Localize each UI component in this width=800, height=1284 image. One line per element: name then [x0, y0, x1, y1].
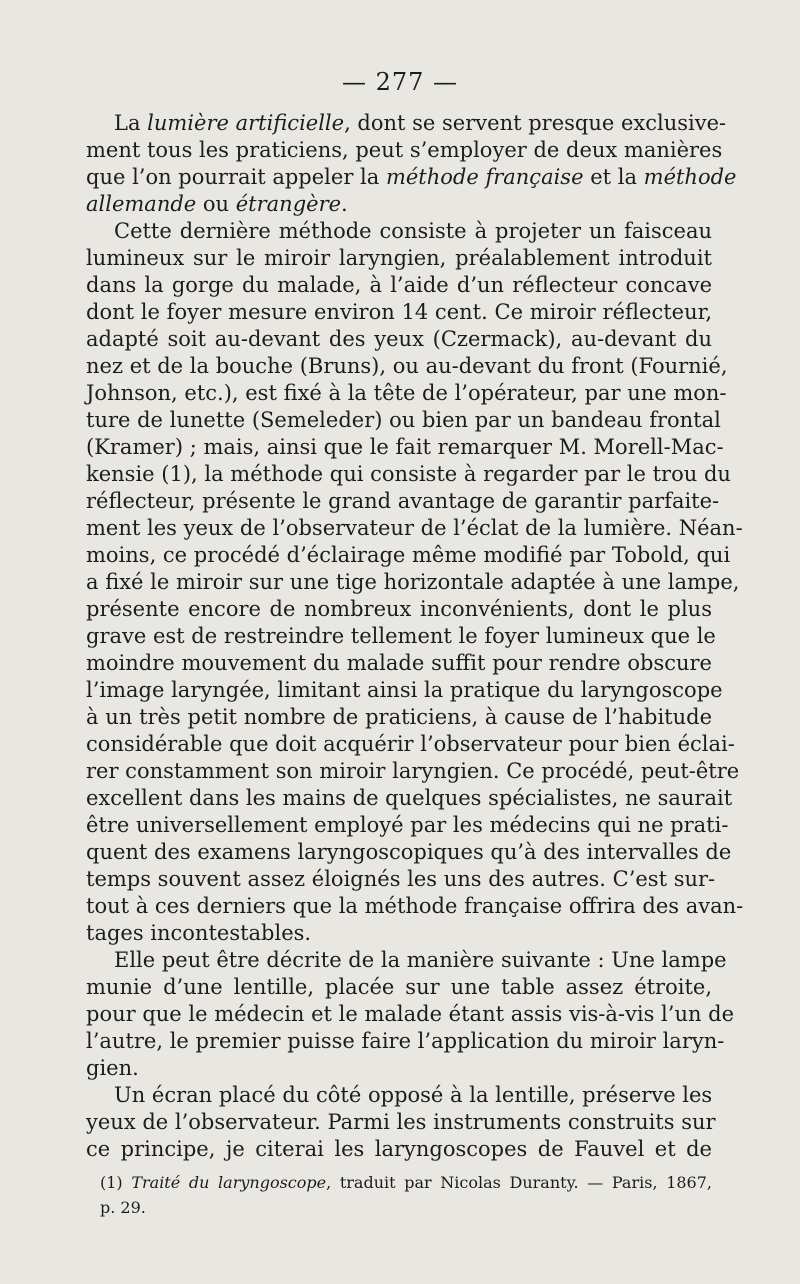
text-line: yeux de l’observateur. Parmi les instruments construits sur	[86, 1110, 716, 1134]
text-line: lumineux sur le miroir laryngien, préalablement introduit	[86, 246, 712, 270]
text-line: pour que le médecin et le malade étant assis vis-à-vis l’un de	[86, 1002, 735, 1026]
text-line: dont le foyer mesure environ 14 cent. Ce miroir réflecteur,	[86, 300, 712, 324]
text-line: Elle peut être décrite de la manière suivante : Une lampe	[114, 948, 727, 972]
footnote-text: , traduit par Nicolas Duranty. — Paris, 1867,	[326, 1173, 712, 1192]
text-line: allemande ou étrangère.	[86, 192, 348, 216]
text-line: grave est de restreindre tellement le foyer lumineux que le	[86, 624, 716, 648]
italic-term: lumière artificielle	[147, 111, 345, 135]
text-line: rer constamment son miroir laryngien. Ce procédé, peut-être	[86, 759, 740, 783]
text-line: quent des examens laryngoscopiques qu’à des intervalles de	[86, 840, 732, 864]
page-number: — 277 —	[341, 68, 459, 96]
body-text	[86, 110, 744, 1163]
text-line: tages incontestables.	[86, 921, 312, 945]
footnote-line: p. 29.	[100, 1198, 146, 1217]
text-line: moins, ce procédé d’éclairage même modifié par Tobold, qui	[86, 543, 731, 567]
text-line: excellent dans les mains de quelques spécialistes, ne saurait	[86, 786, 733, 810]
text-line: gien.	[86, 1056, 139, 1080]
text-line: nez et de la bouche (Bruns), ou au-devant du front (Fournié,	[86, 354, 728, 378]
italic-term: allemande	[86, 192, 197, 216]
text-line: ture de lunette (Semeleder) ou bien par un bandeau frontal	[86, 408, 721, 432]
text-line: (Kramer) ; mais, ainsi que le fait remarquer M. Morell-Mac-	[86, 435, 724, 459]
text-line: La lumière artificielle, dont se servent presque exclusive-	[114, 111, 727, 135]
text-line: moindre mouvement du malade suffit pour rendre obscure	[86, 651, 712, 675]
text-line: Un écran placé du côté opposé à la lentille, préserve les	[114, 1083, 713, 1107]
text-line: Cette dernière méthode consiste à projeter un faisceau	[114, 219, 712, 243]
italic-term: étrangère	[235, 192, 342, 216]
text-line: l’image laryngée, limitant ainsi la pratique du laryngoscope	[86, 678, 723, 702]
text-line: réflecteur, présente le grand avantage de garantir parfaite-	[86, 489, 720, 513]
text-line: ce principe, je citerai les laryngoscopes de Fauvel et de	[86, 1137, 712, 1161]
text-line: adapté soit au-devant des yeux (Czermack), au-devant du	[86, 327, 712, 351]
footnote	[100, 1170, 712, 1220]
text-line: ment les yeux de l’observateur de l’éclat de la lumière. Néan-	[86, 516, 743, 540]
text-line: ment tous les praticiens, peut s’employer de deux manières	[86, 138, 723, 162]
text-line: kensie (1), la méthode qui consiste à regarder par le trou du	[86, 462, 731, 486]
text-line: munie d’une lentille, placée sur une table assez étroite,	[86, 975, 712, 999]
text-line: présente encore de nombreux inconvénients, dont le plus	[86, 597, 712, 621]
italic-term: méthode française	[385, 165, 584, 189]
text-line: considérable que doit acquérir l’observateur pour bien éclai-	[86, 732, 735, 756]
text-line: à un très petit nombre de praticiens, à cause de l’habitude	[86, 705, 712, 729]
footnote-line	[100, 1170, 712, 1195]
footnote-marker: (1)	[100, 1173, 123, 1192]
text-line: temps souvent assez éloignés les uns des autres. C’est sur-	[86, 867, 716, 891]
text-line: dans la gorge du malade, à l’aide d’un réflecteur concave	[86, 273, 712, 297]
text-line: être universellement employé par les médecins qui ne prati-	[86, 813, 729, 837]
text-line: que l’on pourrait appeler la méthode française et la méthode	[86, 165, 737, 189]
footnote-title: Traité du laryngoscope	[131, 1173, 327, 1192]
italic-term: méthode	[643, 165, 737, 189]
text-line: tout à ces derniers que la méthode française offrira des avan-	[86, 894, 744, 918]
text-line: l’autre, le premier puisse faire l’application du miroir laryn-	[86, 1029, 725, 1053]
text-line: Johnson, etc.), est fixé à la tête de l’opérateur, par une mon-	[86, 381, 727, 405]
text-line: a fixé le miroir sur une tige horizontale adaptée à une lampe,	[86, 570, 740, 594]
